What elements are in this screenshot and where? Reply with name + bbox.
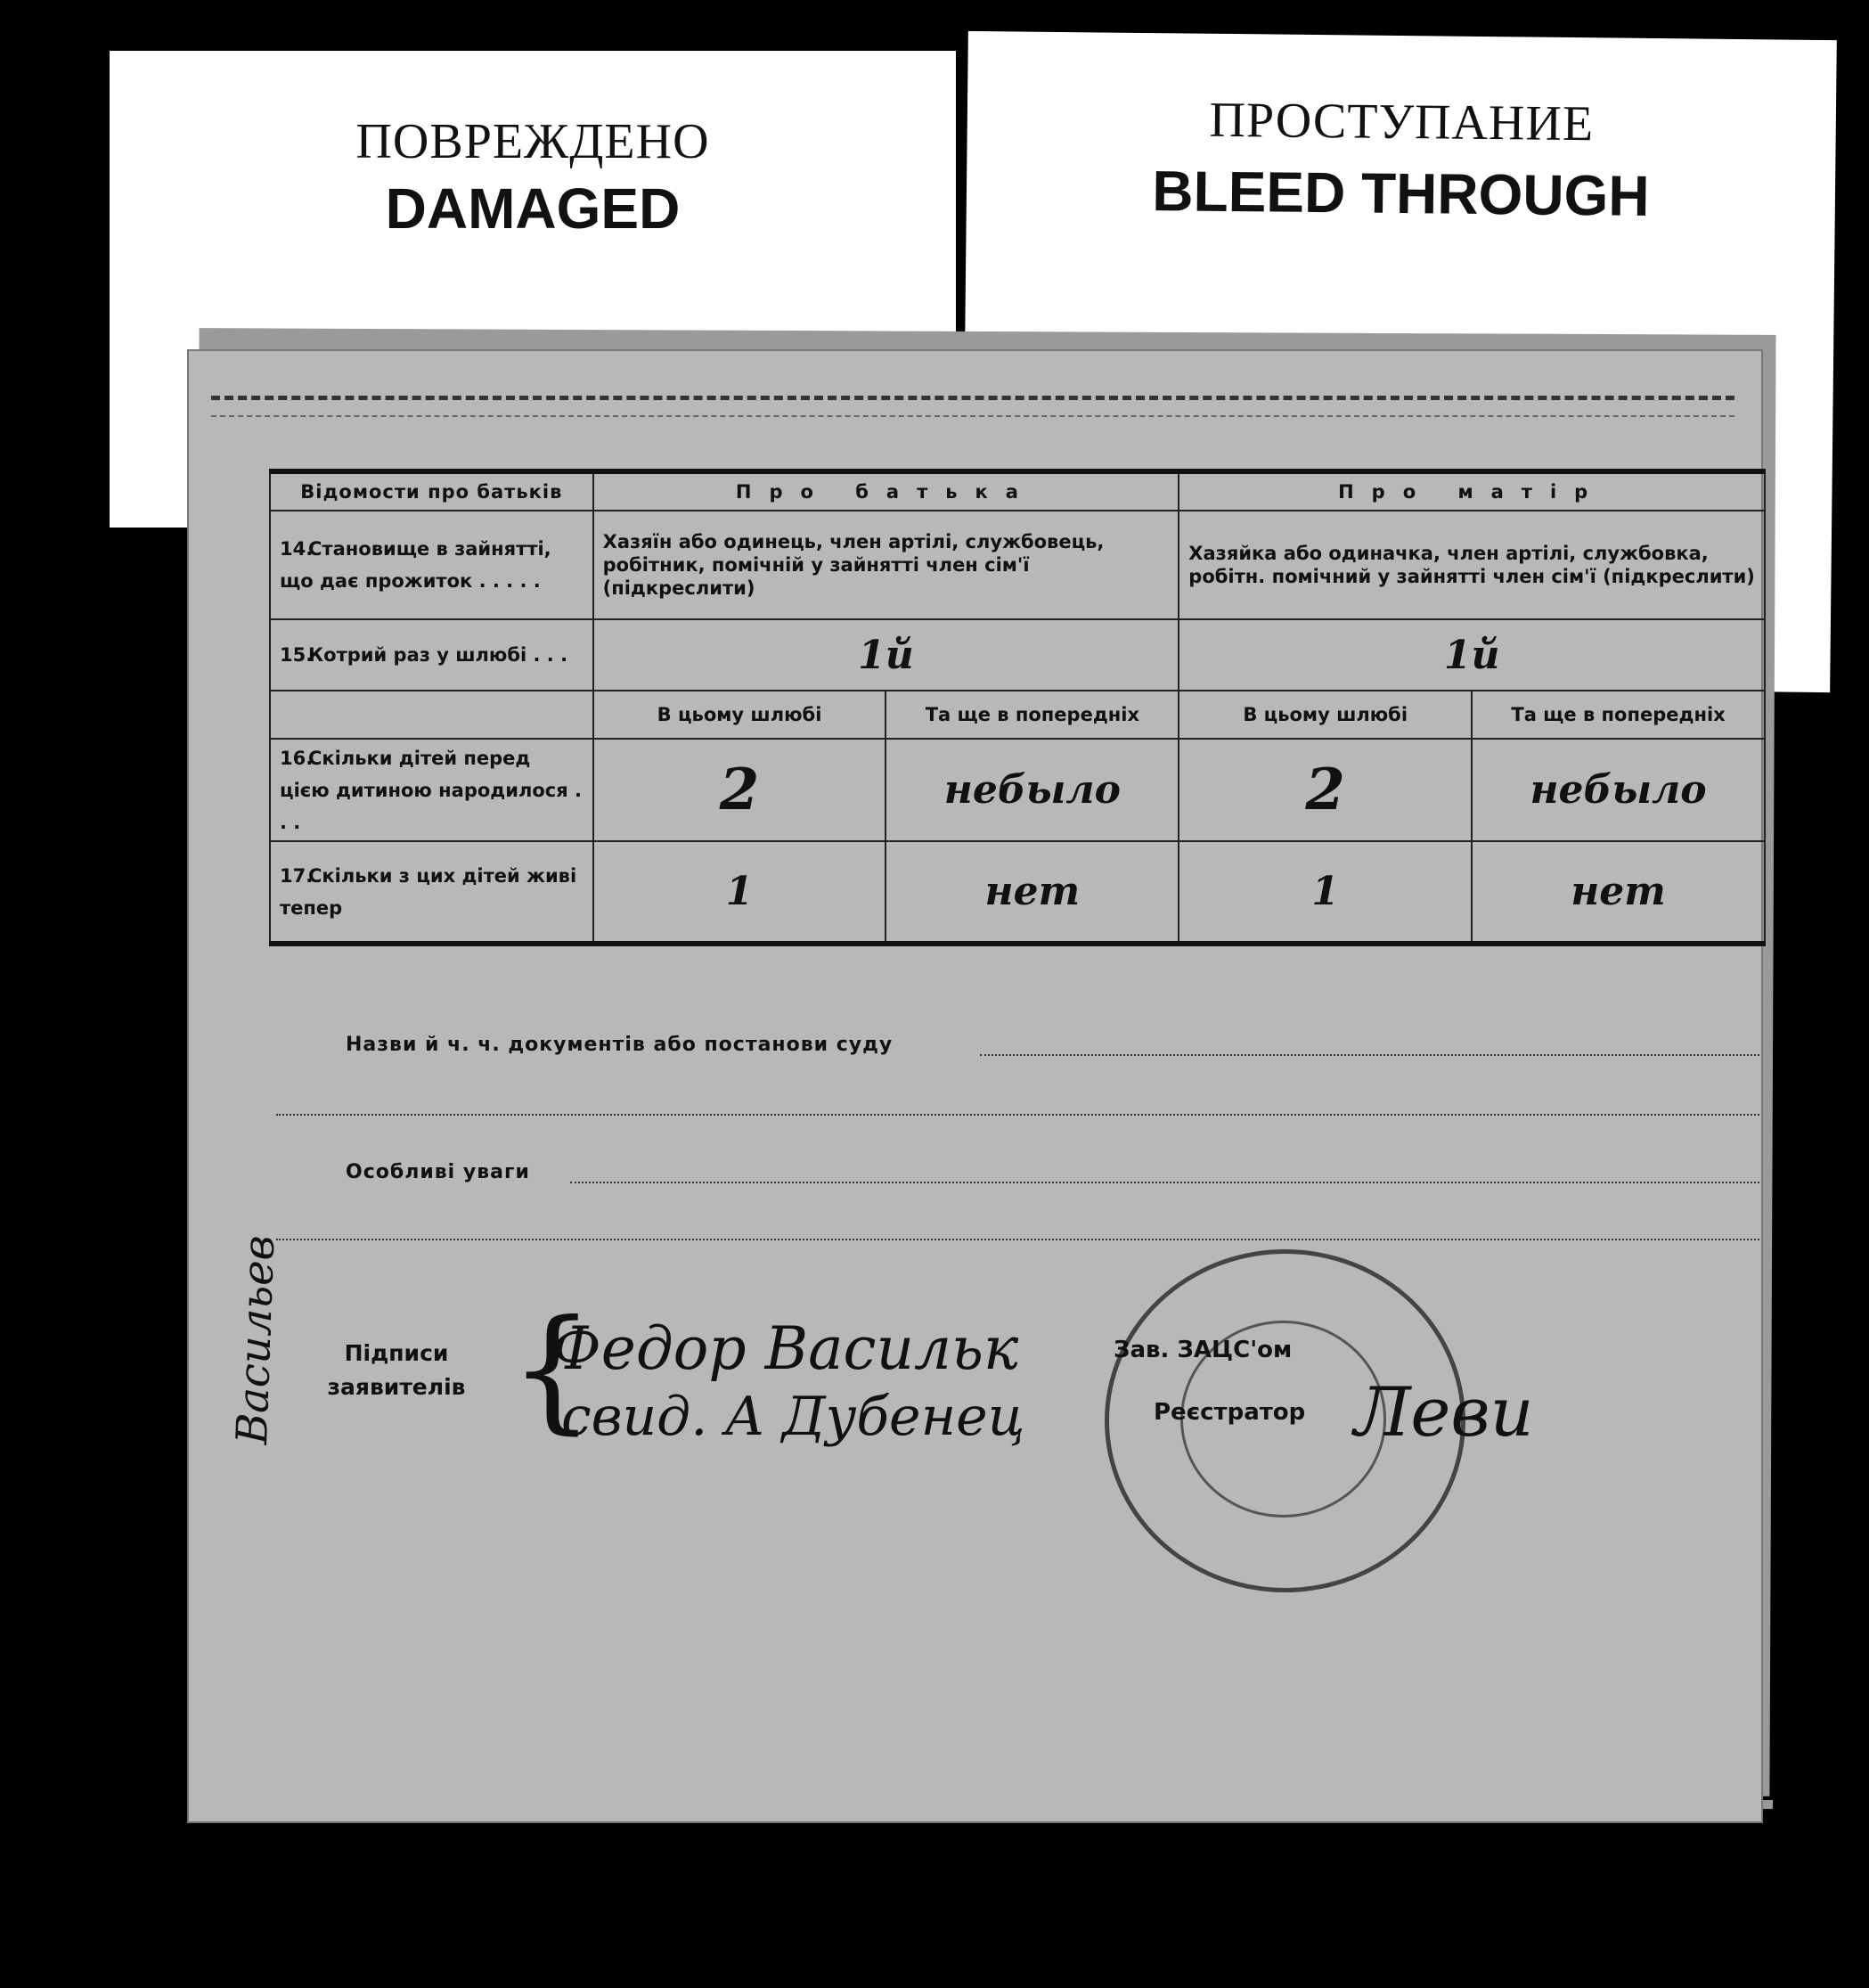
zags-head-label: Зав. ЗАЦС'ом bbox=[1114, 1337, 1293, 1363]
row15-mother-value: 1й bbox=[1179, 619, 1765, 691]
remarks-field-label: Особливі уваги bbox=[346, 1161, 530, 1183]
parents-info-table bbox=[269, 469, 1766, 946]
remarks-field-line-2 bbox=[276, 1239, 1759, 1240]
subheader-blank bbox=[270, 691, 593, 739]
subheader-father-this: В цьому шлюбі bbox=[593, 691, 886, 739]
damaged-label-ru: ПОВРЕЖДЕНО bbox=[355, 114, 710, 169]
row15-label: 15.Котрий раз у шлюбі . . . bbox=[270, 619, 593, 691]
applicant-signatures-label: Підписи заявителів bbox=[327, 1340, 466, 1400]
table-row bbox=[270, 739, 1765, 841]
table-subheader-row bbox=[270, 691, 1765, 739]
row17-father-prev: нет bbox=[886, 841, 1179, 944]
remarks-field-line bbox=[570, 1182, 1759, 1183]
documents-field-line-2 bbox=[276, 1114, 1759, 1116]
bleed-label-ru: ПРОСТУПАНИЕ bbox=[1209, 92, 1595, 152]
row16-father-prev: небыло bbox=[886, 739, 1179, 841]
signature-brace: { bbox=[510, 1292, 595, 1447]
applicant-signature-1: Федор Васильк bbox=[552, 1314, 1019, 1383]
table-row bbox=[270, 511, 1765, 619]
row16-mother-this: 2 bbox=[1179, 739, 1472, 841]
subheader-father-prev: Та ще в попередніх bbox=[886, 691, 1179, 739]
row17-mother-prev: нет bbox=[1472, 841, 1765, 944]
table-header-mother: Про матір bbox=[1179, 471, 1765, 511]
subheader-mother-this: В цьому шлюбі bbox=[1179, 691, 1472, 739]
perforation-line bbox=[211, 396, 1734, 400]
table-row bbox=[270, 619, 1765, 691]
row16-father-this: 2 bbox=[593, 739, 886, 841]
row17-mother-this: 1 bbox=[1179, 841, 1472, 944]
row17-label: 17.Скільки з цих дітей живі тепер bbox=[270, 841, 593, 944]
applicant-signature-2: свид. А Дубенец bbox=[561, 1386, 1025, 1448]
table-header-info: Відомости про батьків bbox=[270, 471, 593, 511]
row16-label: 16.Скільки дітей перед цією дитиною народилося . . . bbox=[270, 739, 593, 841]
registrar-signature: Леви bbox=[1354, 1372, 1534, 1452]
damaged-label-en: DAMAGED bbox=[385, 176, 681, 241]
row14-mother-options: Хазяйка або одиначка, член артілі, службовка, робітн. помічний у зайнятті член сім'ї (підкреслити) bbox=[1179, 511, 1765, 619]
subheader-mother-prev: Та ще в попередніх bbox=[1472, 691, 1765, 739]
bleed-label-en: BLEED THROUGH bbox=[1152, 159, 1650, 228]
table-row bbox=[270, 841, 1765, 944]
documents-field-label: Назви й ч. ч. документів або постанови суду bbox=[346, 1034, 894, 1056]
row16-mother-prev: небыло bbox=[1472, 739, 1765, 841]
margin-handwritten-note: Васильев bbox=[227, 1234, 285, 1445]
row14-label: 14.Становище в зайнятті, що дає прожиток . . . . . bbox=[270, 511, 593, 619]
document-sheet bbox=[187, 349, 1763, 1823]
registrar-label: Реєстратор bbox=[1154, 1399, 1306, 1426]
table-header-father: Про батька bbox=[593, 471, 1179, 511]
documents-field-line bbox=[980, 1054, 1759, 1056]
row17-father-this: 1 bbox=[593, 841, 886, 944]
row15-father-value: 1й bbox=[593, 619, 1179, 691]
perforation-line-secondary bbox=[211, 415, 1734, 417]
row14-father-options: Хазяїн або одинець, член артілі, службовець, робітник, помічній у зайнятті член сім'ї (підкреслити) bbox=[593, 511, 1179, 619]
